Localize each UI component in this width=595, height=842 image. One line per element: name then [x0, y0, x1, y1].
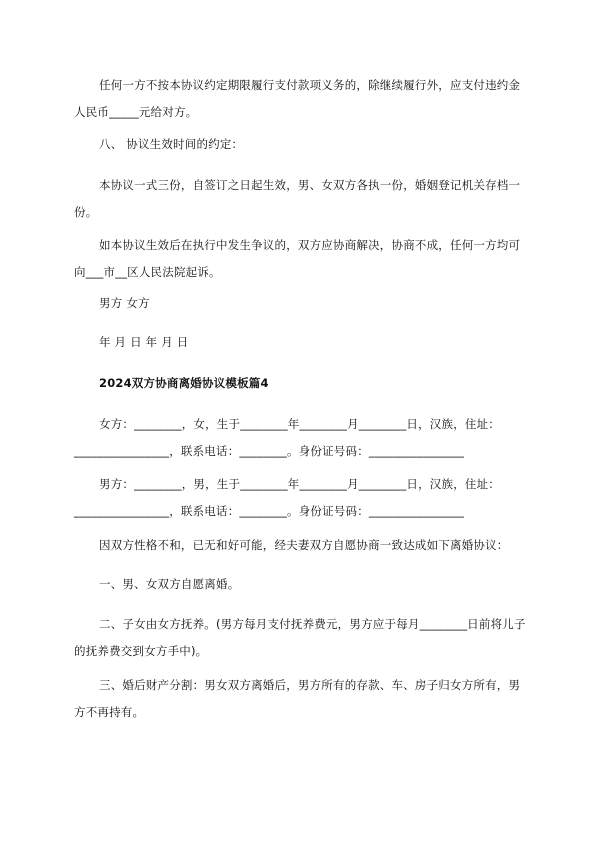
section-heading-effective-time: 八、 协议生效时间的约定：: [99, 137, 244, 151]
clause-3-property: 三、婚后财产分割：男女双方离婚后，男方所有的存款、车、房子归女方所有，男方不再持有。: [74, 678, 521, 719]
paragraph-reason: 因双方性格不和，已无和好可能，经夫妻双方自愿协商一致达成如下离婚协议：: [99, 538, 509, 552]
signature-dates: 年 月 日 年 月 日: [99, 335, 189, 349]
paragraph-penalty-clause: 任何一方不按本协议约定期限履行支付款项义务的，除继续履行外，应支付违约金人民币_____元给对方。: [74, 78, 521, 119]
paragraph-dispute: 如本协议生效后在执行中发生争议的，双方应协商解决，协商不成，任何一方均可向___市__区人民法院起诉。: [74, 238, 521, 279]
paragraph-copies: 本协议一式三份，自签订之日起生效，男、女双方各执一份，婚姻登记机关存档一份。: [74, 178, 521, 219]
paragraph-husband-info: 男方：________，男，生于________年________月________日，汉族，住址：________________，联系电话：________。身份证号码：________________: [74, 477, 500, 518]
clause-2-custody: 二、子女由女方抚养。(男方每月支付抚养费元，男方应于每月________日前将儿子的抚养费交到女方手中)。: [74, 617, 526, 658]
paragraph-wife-info: 女方：________，女，生于________年________月________日，汉族，住址：________________，联系电话：________。身份证号码：________________: [74, 417, 500, 458]
clause-1-divorce: 一、男、女双方自愿离婚。: [99, 577, 240, 591]
template-title: 2024双方协商离婚协议模板篇4: [99, 376, 269, 390]
signature-parties: 男方 女方: [99, 296, 150, 310]
